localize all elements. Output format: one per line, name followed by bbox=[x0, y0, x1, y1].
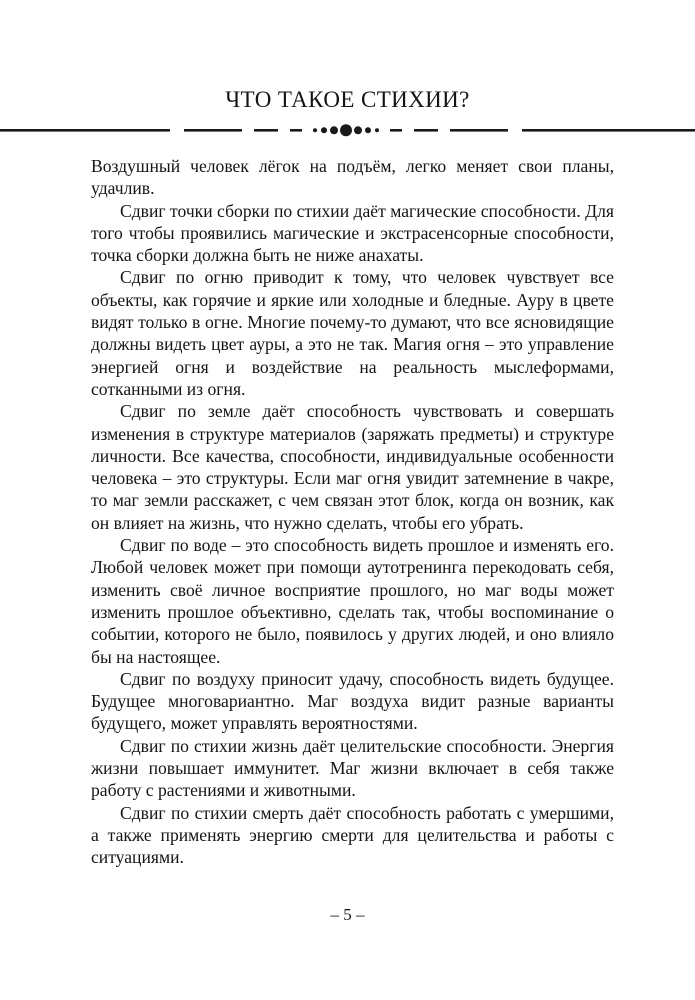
paragraph: Сдвиг по стихии смерть даёт способность работать с умершими, а также применять энергию смерти для целительства и работы с ситуациями. bbox=[91, 802, 614, 868]
page-title: ЧТО ТАКОЕ СТИХИИ? bbox=[225, 87, 470, 112]
paragraph: Сдвиг по земле даёт способность чувствовать и совершать изменения в структуре материалов (заряжать предметы) и структуре личности. Все качества, способности, индивидуальные особенности человека – это структуры. Если маг огня увидит затемнение в чакре, то маг земли расскажет, с чем связан этот блок, когда он возник, как он влияет на жизнь, что нужно сделать, чтобы его убрать. bbox=[91, 401, 614, 533]
header-ornament-divider bbox=[0, 122, 695, 138]
paragraph: Сдвиг по воде – это способность видеть прошлое и изменять его. Любой человек может при помощи аутотренинга перекодовать себя, изменить своё личное восприятие прошлого, но маг воды может изменить прошлое объективно, сделать так, чтобы воспоминание о событии, которого не было, появилось у других людей, и оно влияло бы на настоящее. bbox=[91, 535, 614, 667]
paragraph: Сдвиг по стихии жизнь даёт целительские способности. Энергия жизни повышает иммунитет. Маг жизни включает в себя также работу с растениями и животными. bbox=[91, 735, 614, 801]
paragraph: Воздушный человек лёгок на подъём, легко меняет свои планы, удачлив. bbox=[91, 156, 614, 199]
paragraph: Сдвиг по воздуху приносит удачу, способность видеть будущее. Будущее многовариантно. Маг воздуха видит разные варианты будущего, может управлять вероятностями. bbox=[91, 668, 614, 734]
page-number: – 5 – bbox=[330, 905, 365, 924]
paragraph: Сдвиг по огню приводит к тому, что человек чувствует все объекты, как горячие и яркие или холодные и бледные. Ауру в цвете видят только в огне. Многие почему-то думают, что все ясновидящие должны видеть цвет ауры, а это не так. Магия огня – это управление энергией огня и воздействие на реальность мыслеформами, сотканными из огня. bbox=[91, 267, 614, 399]
paragraph: Сдвиг точки сборки по стихии даёт магические способности. Для того чтобы проявились магические и экстрасенсорные способности, точка сборки должна быть не ниже анахаты. bbox=[91, 200, 614, 266]
body-text bbox=[91, 155, 614, 869]
